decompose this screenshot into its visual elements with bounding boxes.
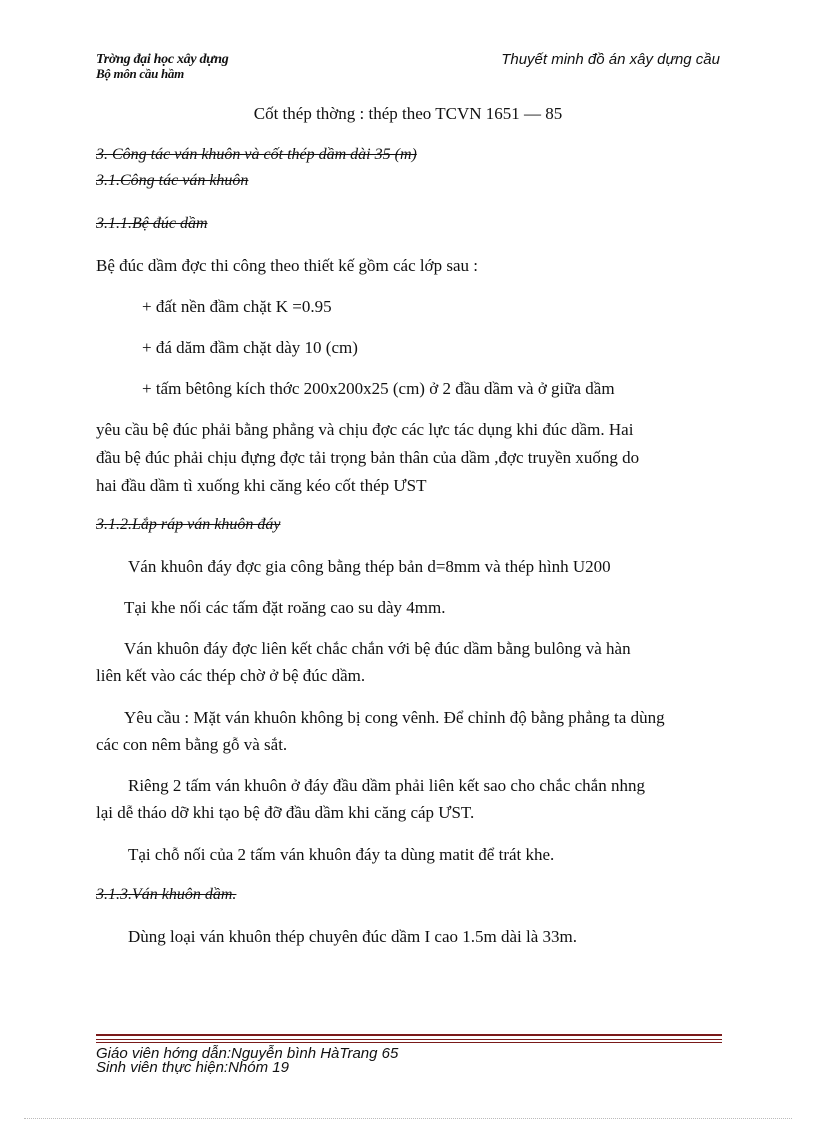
paragraph-5-line-1: Ván khuôn đáy đợc liên kết chắc chắn với bệ đúc dầm bằng bulông và hàn — [124, 639, 631, 658]
paragraph-6-line-2: các con nêm bằng gỗ và sắt. — [96, 735, 288, 754]
paragraph-3: Ván khuôn đáy đợc gia công bằng thép bản d=8mm và thép hình U200 — [128, 557, 611, 576]
paragraph-2-line-2: đầu bệ đúc phải chịu đựng đợc tải trọng bản thân của dầm ,đợc truyền xuống do — [96, 448, 640, 467]
paragraph-9: Dùng loại ván khuôn thép chuyên đúc dầm I cao 1.5m dài là 33m. — [128, 927, 577, 946]
bullet-1: + đất nền đầm chặt K =0.95 — [142, 297, 332, 316]
paragraph-7-line-1: Riêng 2 tấm ván khuôn ở đáy đầu dầm phải liên kết sao cho chắc chắn nhng — [128, 776, 645, 795]
paragraph-5-line-2: liên kết vào các thép chờ ở bệ đúc dầm. — [96, 666, 366, 685]
paragraph-4: Tại khe nối các tấm đặt roăng cao su dày 4mm. — [124, 598, 446, 617]
footer-student-group: Sinh viên thực hiện:Nhóm 19 — [96, 1059, 289, 1076]
paragraph-2-line-1: yêu cầu bệ đúc phải bằng phẳng và chịu đợc các lực tác dụng khi đúc dầm. Hai — [96, 420, 634, 439]
footer-instructor: Giáo viên hớng dẫn:Nguyễn bình HàTrang 65 — [96, 1045, 399, 1062]
footer-rule-thin-2 — [96, 1042, 722, 1043]
bullet-2: + đá dăm đầm chặt dày 10 (cm) — [142, 338, 358, 357]
paragraph-2-line-3: hai đầu dầm tì xuống khi căng kéo cốt thép ƯST — [96, 476, 427, 495]
page-edge-dots — [24, 1118, 792, 1119]
section-heading-3: 3. Công tác ván khuôn và cốt thép dầm dài 35 (m) — [96, 146, 417, 163]
header-university: Trờng đại học xây dựng — [96, 52, 229, 67]
section-heading-3-1-3: 3.1.3.Ván khuôn dầm. — [96, 886, 237, 903]
paragraph-7-line-2: lại dễ tháo dỡ khi tạo bệ đỡ đầu dầm khi căng cáp ƯST. — [96, 803, 475, 822]
paragraph-1: Bệ đúc dầm đợc thi công theo thiết kế gồm các lớp sau : — [96, 256, 478, 275]
footer-rule-thin — [96, 1039, 722, 1040]
paragraph-6-line-1: Yêu cầu : Mặt ván khuôn không bị cong vênh. Để chỉnh độ bằng phẳng ta dùng — [124, 708, 665, 727]
paragraph-8: Tại chỗ nối của 2 tấm ván khuôn đáy ta dùng matit để trát khe. — [128, 845, 555, 864]
header-department: Bộ môn cầu hầm — [96, 66, 184, 81]
header-document-title: Thuyết minh đồ án xây dựng cầu — [501, 51, 720, 68]
steel-spec-line: Cốt thép thờng : thép theo TCVN 1651 — 85 — [253, 104, 563, 123]
footer-rule-thick — [96, 1034, 722, 1036]
section-heading-3-1-1: 3.1.1.Bệ đúc dầm — [96, 215, 208, 232]
bullet-3: + tấm bêtông kích thớc 200x200x25 (cm) ở 2 đầu dầm và ở giữa dầm — [142, 379, 615, 398]
section-heading-3-1-2: 3.1.2.Lắp ráp ván khuôn đáy — [96, 516, 281, 533]
section-heading-3-1: 3.1.Công tác ván khuôn — [96, 172, 249, 189]
